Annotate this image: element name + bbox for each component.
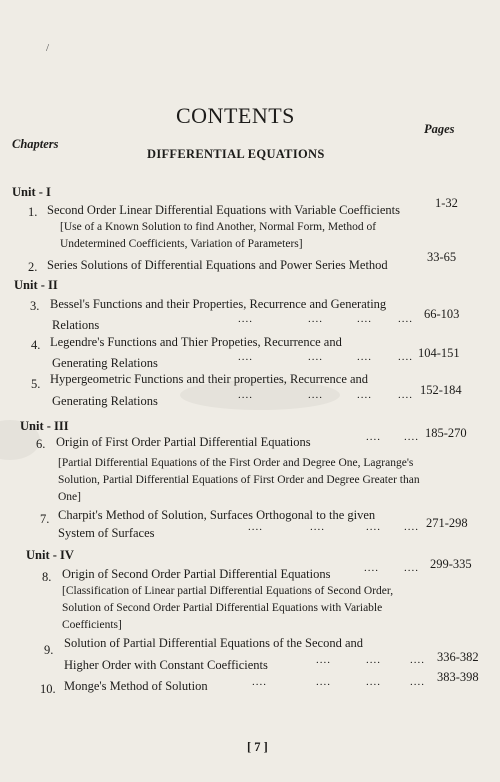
entry-number: 9. [44, 643, 54, 657]
leader-dots: .... [366, 521, 381, 533]
entry-title: Second Order Linear Differential Equations with Variable Coefficients [47, 203, 401, 217]
leader-dots: .... [316, 676, 331, 688]
entry-title: Monge's Method of Solution [64, 679, 208, 693]
entry-title: Bessel's Functions and their Properties, Recurrence and Generating [50, 297, 387, 311]
unit-heading: Unit - II [14, 278, 58, 292]
entry-note: [Classification of Linear partial Differential Equations of Second Order, Solution of Second Order Partial Differential Equations with Variable Coefficients] [62, 585, 394, 631]
stray-mark: / [46, 42, 50, 54]
entry-title: Series Solutions of Differential Equations and Power Series Method [47, 258, 388, 272]
entry-number: 10. [40, 682, 56, 696]
entry-number: 5. [31, 377, 41, 391]
unit-heading: Unit - III [20, 419, 69, 433]
page-title: CONTENTS [176, 103, 295, 128]
chapters-label: Chapters [12, 137, 59, 151]
leader-dots: .... [410, 654, 425, 666]
leader-dots: .... [366, 431, 381, 443]
entry-pages: 336-382 [437, 650, 479, 664]
entry-title-continued: System of Surfaces [58, 526, 155, 540]
entry-title: Charpit's Method of Solution, Surfaces Orthogonal to the given [58, 508, 376, 522]
entry-title: Origin of First Order Partial Differential Equations [56, 435, 311, 449]
leader-dots: .... [238, 313, 253, 325]
unit-heading: Unit - I [12, 185, 51, 199]
leader-dots: .... [308, 389, 323, 401]
leader-dots: .... [357, 389, 372, 401]
page-number: [ 7 ] [247, 740, 268, 754]
leader-dots: .... [308, 351, 323, 363]
entry-note: [Use of a Known Solution to find Another, Normal Form, Method of Undetermined Coefficients, Variation of Parameters] [60, 221, 377, 250]
entry-pages: 383-398 [437, 670, 479, 684]
unit-heading: Unit - IV [26, 548, 74, 562]
entry-title-continued: Generating Relations [52, 394, 158, 408]
entry-number: 1. [28, 205, 38, 219]
entry-note: [Partial Differential Equations of the First Order and Degree One, Lagrange's Solution, Partial Differential Equations of First Order and Degree Greater than One] [58, 457, 420, 503]
pages-label: Pages [424, 122, 455, 136]
entry-number: 8. [42, 570, 52, 584]
leader-dots: .... [316, 654, 331, 666]
leader-dots: .... [357, 351, 372, 363]
entry-title: Legendre's Functions and Thier Propeties, Recurrence and [50, 335, 342, 349]
entry-title: Origin of Second Order Partial Differential Equations [62, 567, 331, 581]
entry-number: 7. [40, 512, 50, 526]
leader-dots: .... [366, 654, 381, 666]
leader-dots: .... [364, 562, 379, 574]
entry-title-continued: Higher Order with Constant Coefficients [64, 658, 268, 672]
leader-dots: .... [252, 676, 267, 688]
entry-title: Hypergeometric Functions and their properties, Recurrence and [50, 372, 369, 386]
entry-pages: 104-151 [418, 346, 460, 360]
entry-pages: 271-298 [426, 516, 468, 530]
leader-dots: .... [398, 313, 413, 325]
leader-dots: .... [310, 521, 325, 533]
entry-title: Solution of Partial Differential Equations of the Second and [64, 636, 364, 650]
leader-dots: .... [398, 351, 413, 363]
leader-dots: .... [357, 313, 372, 325]
entry-pages: 299-335 [430, 557, 472, 571]
leader-dots: .... [366, 676, 381, 688]
leader-dots: .... [404, 562, 419, 574]
entry-number: 4. [31, 338, 41, 352]
entry-pages: 33-65 [427, 250, 457, 264]
entry-pages: 1-32 [435, 196, 458, 210]
leader-dots: .... [398, 389, 413, 401]
leader-dots: .... [238, 389, 253, 401]
entry-number: 6. [36, 437, 46, 451]
subject-heading: DIFFERENTIAL EQUATIONS [147, 147, 325, 161]
leader-dots: .... [404, 431, 419, 443]
entry-number: 2. [28, 260, 38, 274]
entry-title-continued: Relations [52, 318, 100, 332]
leader-dots: .... [404, 521, 419, 533]
leader-dots: .... [308, 313, 323, 325]
leader-dots: .... [238, 351, 253, 363]
leader-dots: .... [410, 676, 425, 688]
entry-number: 3. [30, 299, 40, 313]
entry-pages: 185-270 [425, 426, 467, 440]
leader-dots: .... [248, 521, 263, 533]
entry-pages: 152-184 [420, 383, 462, 397]
entry-title-continued: Generating Relations [52, 356, 158, 370]
entry-pages: 66-103 [424, 307, 460, 321]
